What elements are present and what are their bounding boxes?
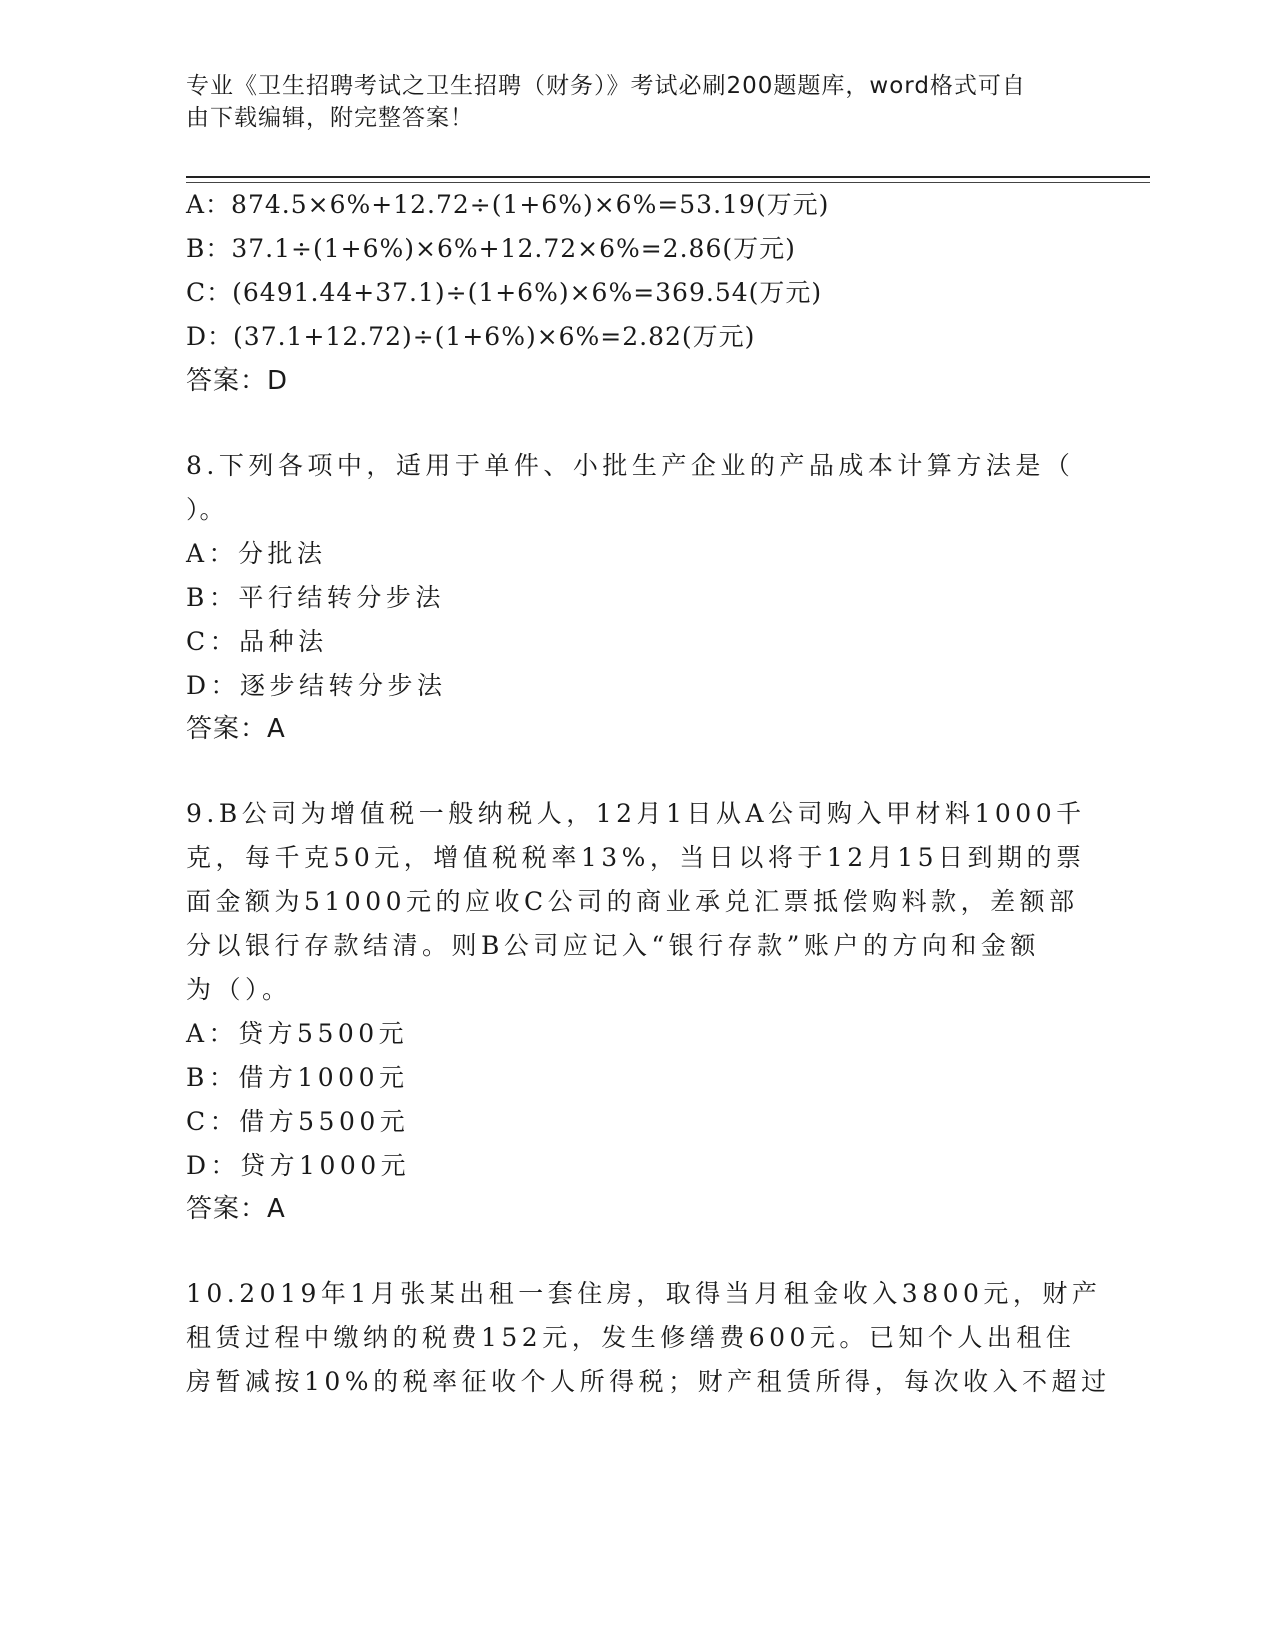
q9-stem-line-4: 分以银行存款结清。则B公司应记入“银行存款”账户的方向和金额: [186, 931, 1040, 960]
q9-option-a: A：贷方5500元: [186, 1019, 409, 1048]
q9-option-c: C：借方5500元: [186, 1107, 410, 1136]
q10-stem-line-3: 房暂减按10%的税率征收个人所得税；财产租赁所得，每次收入不超过: [186, 1367, 1111, 1396]
q7-option-b: B：37.1÷(1+6%)×6%+12.72×6%=2.86(万元): [186, 234, 796, 263]
q9-stem-line-3: 面金额为51000元的应收C公司的商业承兑汇票抵偿购料款，差额部: [186, 887, 1079, 916]
q10-stem-line-2: 租赁过程中缴纳的税费152元，发生修缮费600元。已知个人出租住: [186, 1323, 1076, 1352]
q8-option-a: A：分批法: [186, 539, 327, 568]
q9-option-b: B：借方1000元: [186, 1063, 409, 1092]
q8-option-c: C：品种法: [186, 627, 328, 656]
q8-option-d: D：逐步结转分步法: [186, 671, 447, 700]
q10-stem-line-1: 10.2019年1月张某出租一套住房，取得当月租金收入3800元，财产: [186, 1279, 1102, 1308]
q9-stem-line-1: 9.B公司为增值税一般纳税人，12月1日从A公司购入甲材料1000千: [186, 799, 1086, 828]
q7-answer: 答案：D: [186, 366, 289, 396]
q8-stem-line-2: ）。: [186, 495, 226, 524]
header-divider-thick: [186, 176, 1150, 178]
q9-stem-line-2: 克，每千克50元，增值税税率13%，当日以将于12月15日到期的票: [186, 843, 1086, 872]
q8-answer: 答案：A: [186, 714, 286, 744]
q9-answer: 答案：A: [186, 1194, 286, 1224]
q9-option-d: D：贷方1000元: [186, 1151, 411, 1180]
q7-option-d: D：(37.1+12.72)÷(1+6%)×6%=2.82(万元): [186, 322, 756, 351]
document-header: [186, 70, 1066, 134]
header-line-2: 由下载编辑，附完整答案！: [186, 105, 474, 131]
q9-stem-line-5: 为（）。: [186, 975, 292, 1004]
q7-option-c: C：(6491.44+37.1)÷(1+6%)×6%=369.54(万元): [186, 278, 823, 307]
header-divider-thin: [186, 182, 1150, 183]
header-line-1: 专业《卫生招聘考试之卫生招聘（财务）》考试必刷200题题库，word格式可自: [186, 73, 1026, 99]
q8-stem-line-1: 8.下列各项中，适用于单件、小批生产企业的产品成本计算方法是（: [186, 451, 1075, 480]
q7-option-a: A：874.5×6%+12.72÷(1+6%)×6%=53.19(万元): [186, 190, 830, 219]
q8-option-b: B：平行结转分步法: [186, 583, 445, 612]
